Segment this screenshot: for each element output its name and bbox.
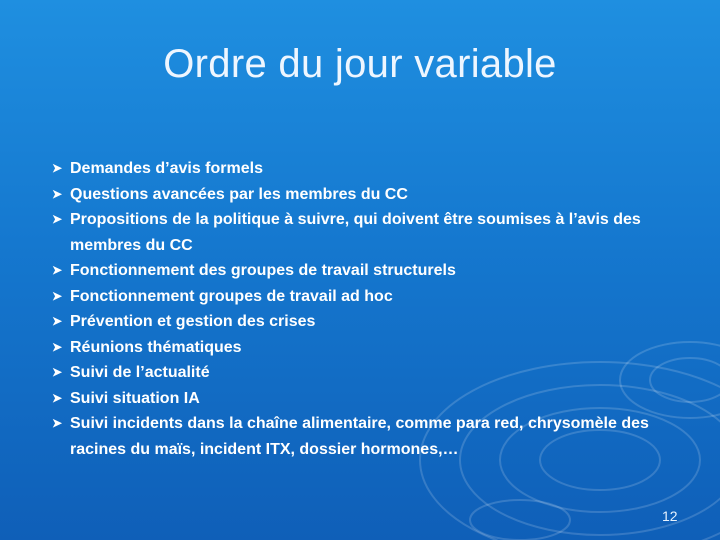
slide-title: Ordre du jour variable xyxy=(163,42,557,86)
page-number: 12 xyxy=(662,508,678,524)
arrow-bullet-icon: ➤ xyxy=(52,365,63,379)
arrow-bullet-icon: ➤ xyxy=(52,416,63,430)
list-item xyxy=(52,156,692,182)
arrow-bullet-icon: ➤ xyxy=(52,339,63,354)
arrow-bullet-icon: ➤ xyxy=(52,161,63,175)
list-item-text: Fonctionnement des groupes de travail structurels xyxy=(70,262,456,279)
list-item xyxy=(52,309,692,335)
list-item-text: Fonctionnement groupes de travail ad hoc xyxy=(70,287,393,305)
list-item xyxy=(52,411,692,462)
list-item-text: Réunions thématiques xyxy=(70,338,242,356)
list-item-text: Suivi incidents dans la chaîne alimentaire, comme para red, chrysomèle des racines du maïs, incident ITX, dossier hormones,… xyxy=(70,415,649,458)
arrow-bullet-icon: ➤ xyxy=(52,212,63,226)
arrow-bullet-icon: ➤ xyxy=(52,390,63,405)
list-item xyxy=(52,207,692,258)
list-item xyxy=(52,386,692,412)
list-item xyxy=(52,284,692,310)
list-item xyxy=(52,335,692,361)
list-item-text: Propositions de la politique à suivre, qui doivent être soumises à l’avis des membres du CC xyxy=(70,211,641,254)
arrow-bullet-icon: ➤ xyxy=(52,288,63,303)
list-item xyxy=(52,182,692,208)
list-item-text: Suivi situation IA xyxy=(70,389,200,407)
list-item xyxy=(52,360,692,386)
list-item-text: Questions avancées par les membres du CC xyxy=(70,185,408,203)
list-item xyxy=(52,258,692,284)
agenda-list xyxy=(52,156,692,462)
list-item-text: Demandes d’avis formels xyxy=(70,160,263,177)
list-item-text: Prévention et gestion des crises xyxy=(70,313,316,330)
arrow-bullet-icon: ➤ xyxy=(52,186,63,201)
list-item-text: Suivi de l’actualité xyxy=(70,364,210,381)
arrow-bullet-icon: ➤ xyxy=(52,314,63,328)
arrow-bullet-icon: ➤ xyxy=(52,263,63,277)
